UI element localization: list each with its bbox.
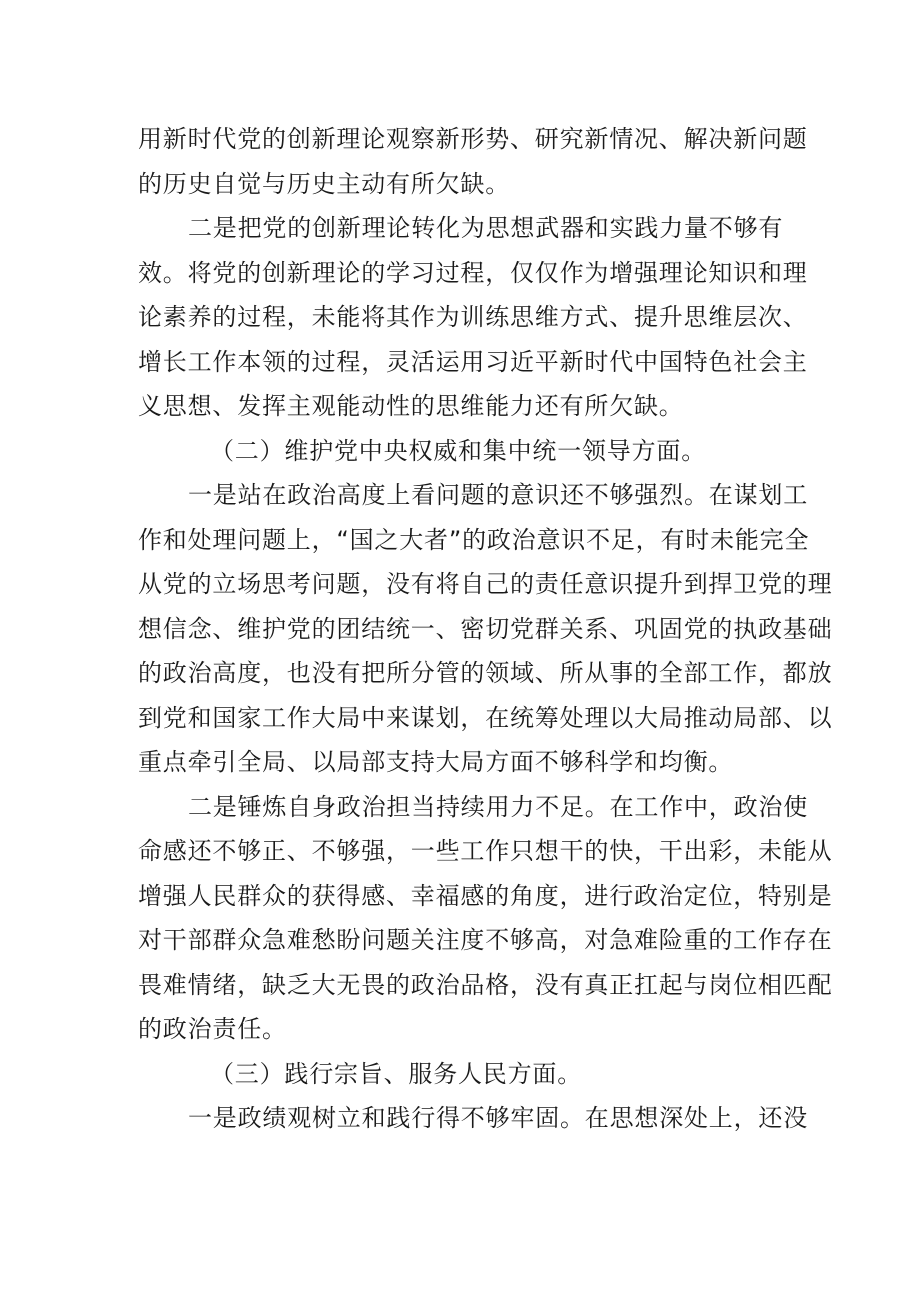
text-line: 用新时代党的创新理论观察新形势、研究新情况、解决新问题 [138, 125, 808, 153]
text-line: 畏难情绪，缺乏大无畏的政治品格，没有真正扛起与岗位相匹配 [138, 970, 833, 999]
text-line: 义思想、发挥主观能动性的思维能力还有所欠缺。 [138, 392, 684, 420]
text-line: 作和处理问题上，“国之大者”的政治意识不足，有时未能完全 [138, 525, 810, 554]
text-line: 的历史自觉与历史主动有所欠缺。 [138, 169, 510, 198]
text-line: 一是政绩观树立和践行得不够牢固。在思想深处上，还没 [188, 1104, 808, 1132]
section-heading: （二）维护党中央权威和集中统一领导方面。 [210, 436, 706, 465]
document-body [138, 117, 833, 1141]
text-line: 论素养的过程，未能将其作为训练思维方式、提升思维层次、 [138, 303, 808, 331]
text-line: 效。将党的创新理论的学习过程，仅仅作为增强理论知识和理 [138, 258, 808, 287]
section-heading: （三）践行宗旨、服务人民方面。 [210, 1059, 582, 1088]
text-line: 到党和国家工作大局中来谋划，在统筹处理以大局推动局部、以 [138, 703, 833, 732]
text-line: 一是站在政治高度上看问题的意识还不够强烈。在谋划工 [188, 481, 808, 509]
text-line: 二是把党的创新理论转化为思想武器和实践力量不够有 [188, 214, 784, 242]
text-line: 的政治高度，也没有把所分管的领域、所从事的全部工作，都放 [138, 659, 833, 687]
text-line: 命感还不够正、不够强，一些工作只想干的快，干出彩，未能从 [138, 837, 833, 865]
text-line: 重点牵引全局、以局部支持大局方面不够科学和均衡。 [138, 748, 734, 776]
text-line: 对干部群众急难愁盼问题关注度不够高，对急难险重的工作存在 [138, 926, 833, 954]
text-line: 增长工作本领的过程，灵活运用习近平新时代中国特色社会主 [138, 347, 808, 376]
text-line: 增强人民群众的获得感、幸福感的角度，进行政治定位，特别是 [138, 881, 833, 910]
text-line: 二是锤炼自身政治担当持续用力不足。在工作中，政治使 [188, 792, 808, 821]
text-line: 从党的立场思考问题，没有将自己的责任意识提升到捍卫党的理 [138, 570, 833, 598]
text-line: 想信念、维护党的团结统一、密切党群关系、巩固党的执政基础 [138, 614, 833, 643]
text-line: 的政治责任。 [138, 1015, 287, 1043]
